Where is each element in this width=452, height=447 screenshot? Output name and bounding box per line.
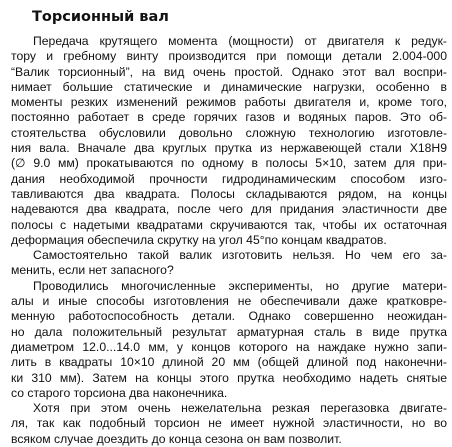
text-line: со старого торсиона два наконечника. — [11, 385, 228, 400]
text-line: менную работоспособность детали. Однако совершенно неожидан- — [11, 309, 447, 324]
text-line: Проводились многочисленные эксперименты, но другие матери- — [33, 278, 447, 293]
text-line: нимает большие статические и динамические нагрузки, особенно в — [11, 79, 447, 94]
text-line: всяком случае доездить до конца сезона он вам позволит. — [11, 431, 342, 446]
text-line: (∅ 9.0 мм) прокатываются по одному в полосы 5×10, затем для при- — [11, 156, 447, 171]
text-line: постоянно работает в среде горячих газов и водяных паров. Это об- — [11, 110, 447, 125]
text-line: надеваются два квадрата, после чего для придания эластичности две — [11, 202, 447, 217]
text-line: ния вала. Вначале два круглых прутка из нержавеющей стали Х18Н9 — [11, 141, 447, 156]
text-line: менить, если нет запасного? — [11, 263, 174, 278]
text-line: деформация обеспечила скрутку на угол 45°по концам квадратов. — [11, 232, 387, 247]
text-line: Самостоятельно такой валик изготовить нельзя. Но чем его за- — [33, 248, 447, 263]
text-line: стоятельства обусловили довольно сложную технологию изготовле- — [11, 125, 447, 140]
text-line: тавливаются два квадрата. Полосы складываются рядом, на концы — [11, 186, 447, 201]
paragraph-experiments — [11, 279, 447, 401]
text-line: дания необходимой прочности гидродинамическим способом изго- — [11, 171, 447, 186]
text-line: Хотя при этом очень нежелательна резкая перегазовка двигате- — [33, 401, 447, 416]
paragraph-conclusion — [11, 401, 447, 447]
paragraph-question — [11, 248, 447, 279]
text-line: но дала положительный результат арматурная сталь в виде прутка — [11, 324, 447, 339]
paragraph-shaft-description — [11, 34, 447, 248]
text-line: алы и иные способы изготовления не обеспечивали даже кратковре- — [11, 294, 447, 309]
text-line: тору и гребному винту производится при помощи детали 2.004-000 — [11, 49, 447, 64]
text-line: моменты резких изменений режимов работы двигателя и, кроме того, — [11, 95, 447, 110]
text-line: “Валик торсионный”, на вид очень простой. Однако этот вал воспри- — [11, 64, 447, 79]
text-line: ля, так как подобный торсион не имеет нужной эластичности, но во — [11, 416, 447, 431]
text-line: лить в квадраты 10×10 длиной 20 мм (общей длиной под наконечни- — [11, 355, 447, 370]
text-line: полосы с надетыми квадратами скручиваются так, чтобы их остаточная — [11, 217, 447, 232]
article-body — [11, 34, 447, 447]
text-line: диаметром 12.0...14.0 мм, у концов которого на наждаке нужно запи- — [11, 339, 447, 354]
text-line: ки 310 мм). Затем на концы этого прутка необходимо надеть снятые — [11, 370, 447, 385]
article-title: Торсионный вал — [32, 9, 169, 25]
text-line: Передача крутящего момента (мощности) от двигателя к редук- — [33, 34, 447, 48]
